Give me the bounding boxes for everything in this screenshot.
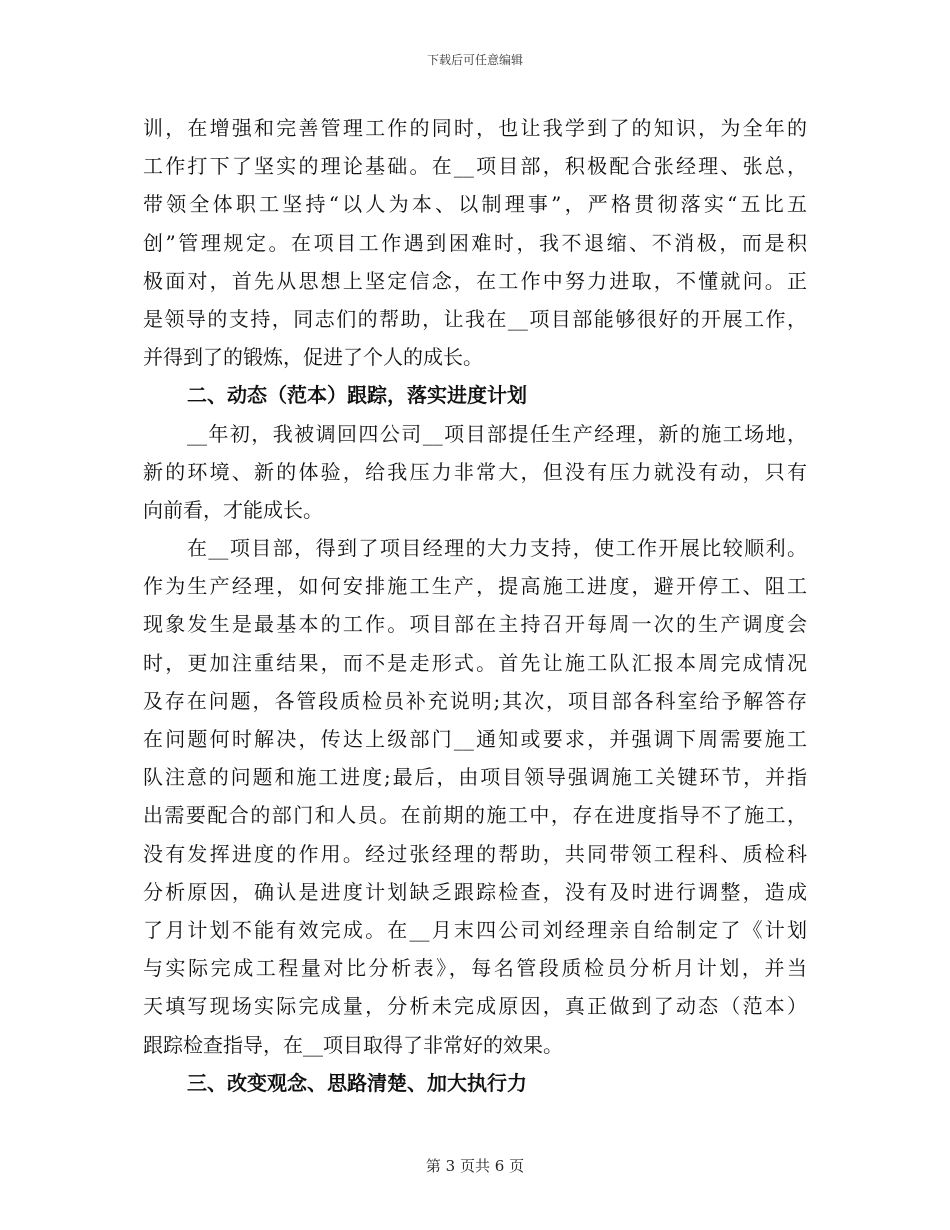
body-line: 作为生产经理，如何安排施工生产，提高施工进度，避开停工、阻工 xyxy=(143,574,807,599)
body-line: 天填写现场实际完成量，分析未完成原因，真正做到了动态（范本） xyxy=(143,994,807,1019)
body-line: __年初，我被调回四公司__项目部提任生产经理，新的施工场地， xyxy=(187,421,807,446)
page-header-note: 下载后可任意编辑 xyxy=(426,53,523,67)
body-line: 在__项目部，得到了项目经理的大力支持，使工作开展比较顺利。 xyxy=(187,536,807,561)
page-number: 第 3 页共 6 页 xyxy=(425,1157,525,1175)
body-line: 了月计划不能有效完成。在__月末四公司刘经理亲自给制定了《计划 xyxy=(143,917,807,942)
body-line: 在问题何时解决，传达上级部门__通知或要求，并强调下周需要施工 xyxy=(143,727,807,751)
body-line: 工作打下了坚实的理论基础。在__项目部，积极配合张经理、张总， xyxy=(143,154,807,179)
body-line: 分析原因，确认是进度计划缺乏跟踪检查，没有及时进行调整，造成 xyxy=(143,879,807,904)
body-line: 跟踪检查指导，在__项目取得了非常好的效果。 xyxy=(143,1032,563,1057)
body-line: 并得到了的锻炼，促进了个人的成长。 xyxy=(143,345,483,370)
body-line: 出需要配合的部门和人员。在前期的施工中，存在进度指导不了施工， xyxy=(143,803,807,828)
body-line: 及存在问题，各管段质检员补充说明;其次，项目部各科室给予解答存 xyxy=(143,688,807,713)
body-line: 新的环境、新的体验，给我压力非常大，但没有压力就没有动，只有 xyxy=(143,459,807,484)
body-line: 与实际完成工程量对比分析表》，每名管段质检员分析月计划，并当 xyxy=(143,956,807,981)
body-line: 训，在增强和完善管理工作的同时，也让我学到了的知识，为全年的 xyxy=(143,116,807,140)
body-line: 没有发挥进度的作用。经过张经理的帮助，共同带领工程科、质检科 xyxy=(143,841,807,866)
body-line: 极面对，首先从思想上坚定信念，在工作中努力进取，不懂就问。正 xyxy=(143,268,807,293)
section-heading: 三、改变观念、思路清楚、加大执行力 xyxy=(187,1070,527,1095)
body-line: 是领导的支持，同志们的帮助，让我在__项目部能够很好的开展工作， xyxy=(143,306,807,331)
body-line: 向前看，才能成长。 xyxy=(143,497,323,522)
body-line: 现象发生是最基本的工作。项目部在主持召开每周一次的生产调度会 xyxy=(143,612,807,637)
body-line: 带领全体职工坚持“以人为本、以制理事”，严格贯彻落实“五比五 xyxy=(143,192,807,217)
document-body xyxy=(143,109,807,1102)
body-line: 时，更加注重结果，而不是走形式。首先让施工队汇报本周完成情况 xyxy=(143,650,807,675)
body-line: 队注意的问题和施工进度;最后，由项目领导强调施工关键环节，并指 xyxy=(143,765,807,790)
section-heading: 二、动态（范本）跟踪，落实进度计划 xyxy=(187,383,527,408)
body-line: 创”管理规定。在项目工作遇到困难时，我不退缩、不消极，而是积 xyxy=(143,230,807,255)
